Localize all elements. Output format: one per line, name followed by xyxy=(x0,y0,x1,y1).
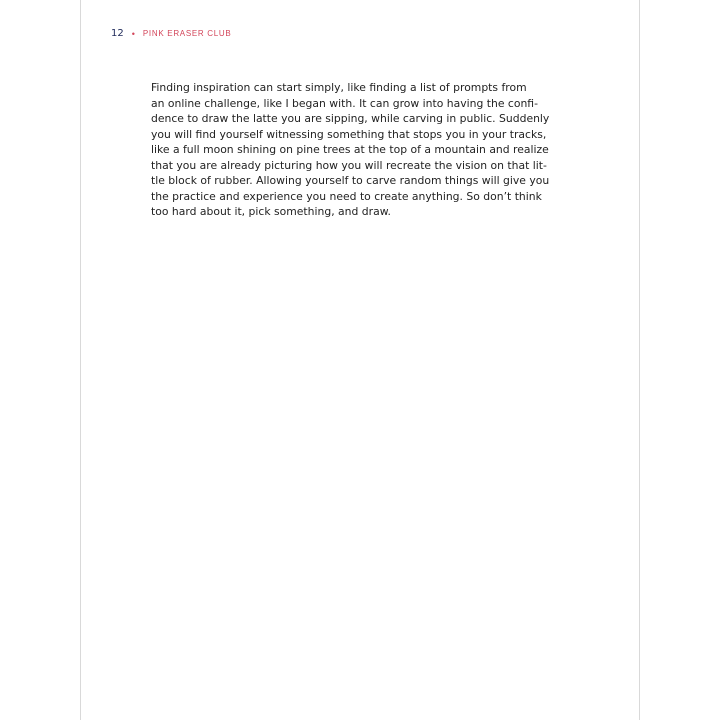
paragraph-line: like a full moon shining on pine trees at the top of a mountain and realize xyxy=(151,143,549,156)
paragraph-line: Finding inspiration can start simply, like finding a list of prompts from xyxy=(151,81,527,94)
paragraph-line: you will find yourself witnessing something that stops you in your tracks, xyxy=(151,127,547,141)
paragraph-line: the practice and experience you need to create anything. So don’t think xyxy=(151,189,542,203)
body-paragraph xyxy=(151,80,559,220)
book-title: PINK ERASER CLUB xyxy=(142,29,232,38)
paragraph-line: that you are already picturing how you will recreate the vision on that lit- xyxy=(151,158,547,172)
page-number: 12 xyxy=(111,28,124,39)
book-page xyxy=(80,0,640,720)
paragraph-line: tle block of rubber. Allowing yourself to carve random things will give you xyxy=(151,174,550,187)
running-header xyxy=(111,27,231,41)
paragraph-line: dence to draw the latte you are sipping, while carving in public. Suddenly xyxy=(151,112,550,125)
paragraph-line: an online challenge, like I began with. It can grow into having the confi- xyxy=(151,96,538,110)
header-separator-dot: • xyxy=(131,29,135,39)
paragraph-line: too hard about it, pick something, and draw. xyxy=(151,205,391,218)
